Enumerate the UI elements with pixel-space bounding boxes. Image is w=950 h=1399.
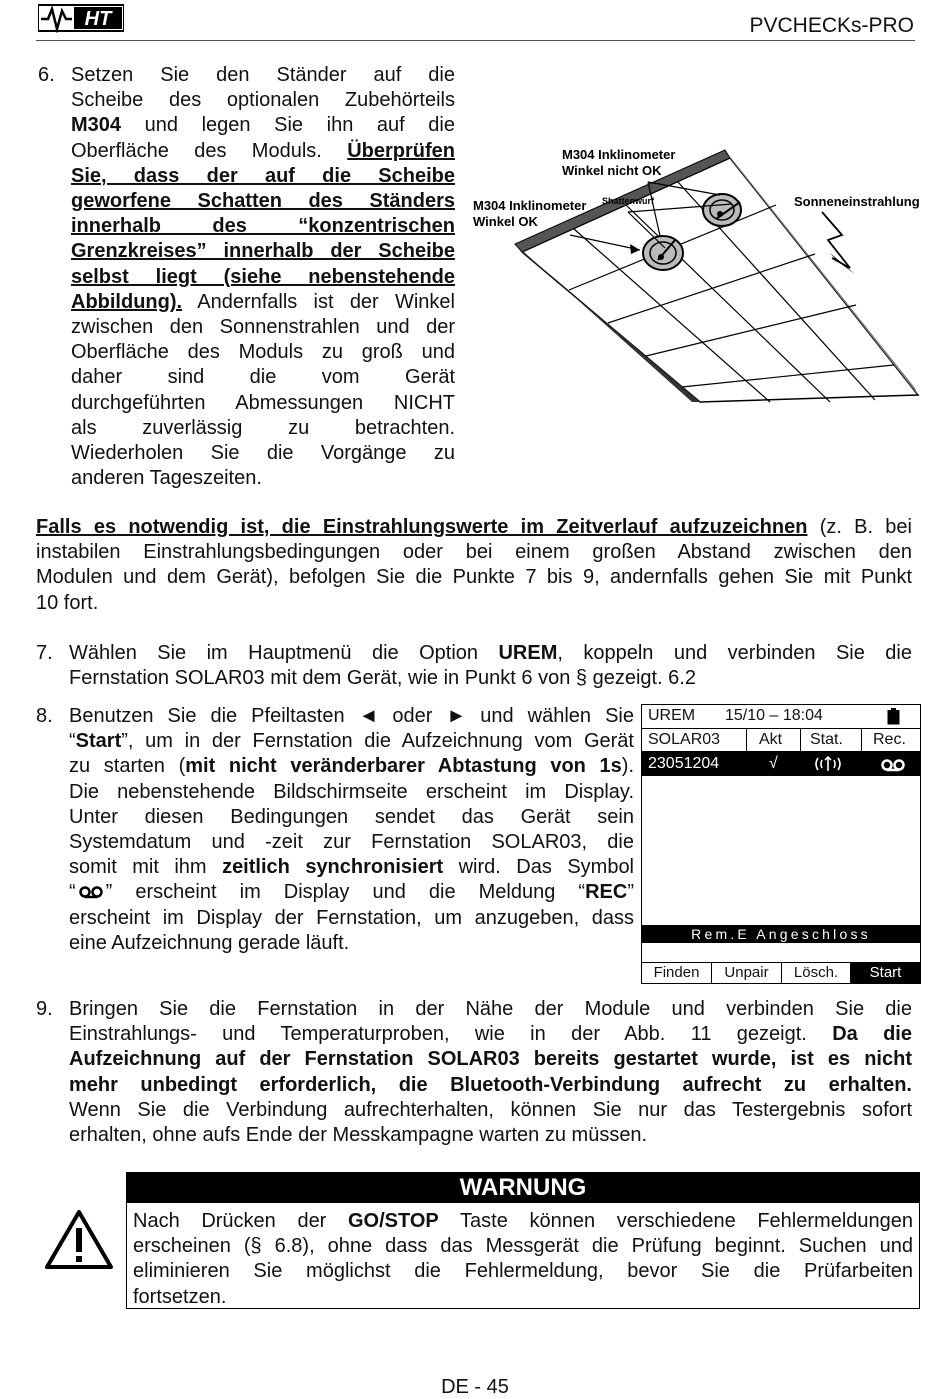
step8-line bbox=[69, 880, 634, 905]
warning-line: erscheinen (§ 6.8), ohne dass das Messgerät die Prüfung beginnt. Suchen und bbox=[133, 1235, 913, 1258]
step6-line: Oberfläche des Moduls zu groß und bbox=[71, 341, 455, 364]
intro-line: instabilen Einstrahlungsbedingungen oder bei einem großen Abstand zwischen den bbox=[36, 541, 912, 564]
step8-line: Unter diesen Bedingungen sendet das Gerät sein bbox=[69, 805, 634, 828]
step8-line bbox=[69, 855, 634, 880]
inclinometer-not-ok-icon bbox=[703, 194, 741, 226]
label-ok-2: Winkel OK bbox=[473, 214, 538, 229]
step8-seg: und wählen Sie bbox=[466, 705, 634, 727]
screen-header-row bbox=[642, 728, 920, 752]
softkey-finden[interactable]: Finden bbox=[642, 963, 712, 983]
step9-line: mehr unbedingt erforderlich, die Bluetooth-Verbindung aufrecht zu erhalten. bbox=[69, 1073, 912, 1096]
step8-seg: ” erscheint im Display und die Meldung “ bbox=[105, 881, 586, 904]
step6-seg: und legen Sie ihn auf die bbox=[121, 114, 455, 137]
intro-paragraph bbox=[36, 515, 912, 616]
device-id: 23051204 bbox=[648, 755, 720, 772]
status-bar bbox=[642, 925, 920, 943]
col-stat: Stat. bbox=[810, 731, 843, 748]
step8-line: Die nebenstehende Bildschirmseite erscheint im Display. bbox=[69, 780, 634, 803]
warning-seg: Taste können verschiedene Fehlermeldungen bbox=[438, 1210, 913, 1232]
step6-line: als zuverlässig zu betrachten. bbox=[71, 416, 455, 439]
ht-logo bbox=[38, 3, 124, 33]
step6-number: 6. bbox=[38, 64, 55, 86]
step8-seg: somit mit ihm bbox=[69, 856, 223, 879]
intro-seg: (z. B. bei bbox=[807, 516, 912, 538]
col-rec: Rec. bbox=[873, 731, 906, 748]
step6-m304: M304 bbox=[71, 114, 122, 137]
ht-logo-icon bbox=[38, 3, 124, 33]
step6-line: selbst liegt (siehe nebenstehende bbox=[71, 265, 455, 288]
step6-text bbox=[71, 63, 455, 491]
label-sun: Sonneneinstrahlung bbox=[794, 194, 920, 209]
step7-text bbox=[69, 641, 912, 691]
step9-line: Wenn Sie die Verbindung aufrechterhalten, können Sie nur das Testergebnis sofort bbox=[69, 1098, 912, 1121]
screen-title: UREM bbox=[648, 707, 696, 724]
step8-line: Systemdatum und -zeit zur Fernstation SOLAR03, die bbox=[69, 831, 634, 854]
softkey-unpair[interactable]: Unpair bbox=[712, 963, 782, 983]
warning-line bbox=[133, 1209, 913, 1234]
step8-text bbox=[69, 704, 634, 956]
record-icon bbox=[76, 881, 106, 906]
step8-line: erscheint im Display der Fernstation, um anzugeben, dass bbox=[69, 906, 634, 929]
step8-number: 8. bbox=[36, 705, 53, 727]
step6-line bbox=[71, 113, 455, 138]
active-check: √ bbox=[769, 755, 778, 772]
step8-seg: oder bbox=[378, 705, 447, 727]
softkey-delete[interactable]: Lösch. bbox=[782, 963, 851, 983]
step6-seg-bold: Abbildung). bbox=[71, 290, 183, 313]
warning-line: eliminieren Sie möglichst die Fehlermeldung, bevor Sie die Prüfarbeiten bbox=[133, 1260, 913, 1283]
step9-number: 9. bbox=[36, 998, 53, 1020]
product-name: PVCHECKs-PRO bbox=[749, 14, 914, 37]
step8-seg: “ bbox=[69, 730, 76, 753]
warning-seg: Nach Drücken der bbox=[133, 1210, 348, 1232]
step8-seg: “ bbox=[69, 881, 76, 904]
record-icon bbox=[878, 757, 908, 771]
step6-seg: Oberfläche des Moduls. bbox=[71, 139, 348, 162]
step8-seg-bold: REC bbox=[585, 881, 628, 904]
step8-seg: zu starten ( bbox=[69, 755, 186, 778]
label-not-ok-1: M304 Inklinometer bbox=[562, 147, 676, 162]
page-number: DE - 45 bbox=[441, 1376, 509, 1398]
step7-number: 7. bbox=[36, 642, 53, 664]
step9-seg-bold: Da die bbox=[832, 1023, 912, 1046]
step6-line: geworfene Schatten des Ständers bbox=[71, 190, 455, 213]
softkey-start[interactable]: Start bbox=[851, 963, 920, 983]
step8-line bbox=[69, 704, 634, 729]
step8-line bbox=[69, 729, 634, 754]
step7-seg: Wählen Sie im Hauptmenü die Option bbox=[69, 642, 499, 664]
pv-module bbox=[515, 150, 918, 402]
warning-title: WARNUNG bbox=[127, 1173, 919, 1203]
step6-line: Scheibe des optionalen Zubehörteils bbox=[71, 89, 455, 112]
col-akt: Akt bbox=[759, 731, 783, 748]
header-rule bbox=[36, 40, 915, 41]
step7-line: Fernstation SOLAR03 mit dem Gerät, wie in Punkt 6 von § gezeigt. 6.2 bbox=[69, 667, 696, 690]
step9-line bbox=[69, 1022, 912, 1047]
step7-seg: , koppeln und verbinden Sie die bbox=[557, 642, 912, 664]
step6-line: innerhalb des “konzentrischen bbox=[71, 215, 455, 238]
step6-seg: Andernfalls ist der Winkel bbox=[182, 290, 455, 313]
step6-line bbox=[71, 139, 455, 164]
inclinometer-figure bbox=[470, 140, 920, 410]
step8-seg: ). bbox=[621, 755, 634, 778]
battery-icon bbox=[887, 708, 900, 725]
step7-line bbox=[69, 641, 912, 666]
warning-box bbox=[126, 1172, 920, 1309]
step8-seg: Benutzen Sie die Pfeiltasten bbox=[69, 705, 359, 727]
intro-line: 10 fort. bbox=[36, 591, 99, 614]
warning-line: fortsetzen. bbox=[133, 1285, 227, 1308]
inclinometer-ok-icon bbox=[643, 236, 683, 270]
step6-line: Sie, dass der auf die Scheibe bbox=[71, 164, 455, 187]
device-row-selected[interactable] bbox=[642, 752, 920, 776]
step8-seg: ”, um in der Fernstation die Aufzeichnung vom Gerät bbox=[121, 730, 634, 753]
step9-seg: Einstrahlungs- und Temperaturproben, wie in der Abb. 11 gezeigt. bbox=[69, 1023, 833, 1046]
step8-seg: ” bbox=[627, 881, 634, 904]
step6-line: Setzen Sie den Ständer auf die bbox=[71, 64, 455, 86]
col-device: SOLAR03 bbox=[648, 731, 721, 748]
step9-line: Aufzeichnung auf der Fernstation SOLAR03 bereits gestartet wurde, ist es nicht bbox=[69, 1048, 912, 1071]
step6-line: durchgeführten Abmessungen NICHT bbox=[71, 391, 455, 414]
warning-triangle-icon bbox=[44, 1208, 114, 1270]
step9-line: erhalten, ohne aufs Ende der Messkampagne warten zu müssen. bbox=[69, 1124, 648, 1147]
col-divider bbox=[861, 729, 862, 751]
label-shadow: Shattenwurf bbox=[602, 196, 655, 206]
arrow-left-icon: ◄ bbox=[358, 705, 379, 727]
step8-line bbox=[69, 754, 634, 779]
step8-line: eine Aufzeichnung gerade läuft. bbox=[69, 931, 350, 954]
col-divider bbox=[800, 729, 801, 751]
screen-title-row bbox=[642, 705, 920, 727]
arrow-right-icon: ► bbox=[446, 705, 467, 727]
step6-line: zwischen den Sonnenstrahlen und der bbox=[71, 316, 455, 339]
label-not-ok-2: Winkel nicht OK bbox=[562, 163, 662, 178]
step9-text bbox=[69, 997, 912, 1148]
step6-line: anderen Tageszeiten. bbox=[71, 467, 262, 490]
intro-line bbox=[36, 515, 912, 540]
bluetooth-signal-icon bbox=[810, 755, 846, 773]
step8-seg: wird. Das Symbol bbox=[443, 856, 635, 879]
device-screen bbox=[641, 704, 921, 984]
step6-line: Grenzkreises” innerhalb der Scheibe bbox=[71, 240, 455, 263]
softkey-bar bbox=[642, 962, 920, 984]
step6-line: Wiederholen Sie die Vorgänge zu bbox=[71, 442, 455, 465]
step6-seg-bold: Überprüfen bbox=[347, 139, 455, 162]
step6-line bbox=[71, 290, 455, 315]
logo-text: HT bbox=[84, 8, 112, 30]
step8-seg-bold: mit nicht veränderbarer Abtastung von 1s bbox=[185, 755, 622, 778]
step9-line: Bringen Sie die Fernstation in der Nähe der Module und verbinden Sie die bbox=[69, 998, 912, 1020]
intro-underlined: Falls es notwendig ist, die Einstrahlungswerte im Zeitverlauf aufzuzeichnen bbox=[36, 516, 808, 538]
status-message: Rem.E Angeschloss bbox=[691, 926, 871, 942]
step7-seg-bold: UREM bbox=[498, 642, 558, 664]
step8-seg-bold: Start bbox=[75, 730, 122, 753]
step8-seg-bold: zeitlich synchronisiert bbox=[222, 856, 444, 879]
step6-line: daher sind die vom Gerät bbox=[71, 366, 455, 389]
label-ok-1: M304 Inklinometer bbox=[473, 198, 587, 213]
screen-datetime: 15/10 – 18:04 bbox=[725, 707, 823, 724]
warning-seg-bold: GO/STOP bbox=[348, 1210, 439, 1232]
warning-text bbox=[133, 1209, 913, 1310]
intro-line: Modulen und dem Gerät), befolgen Sie die Punkte 7 bis 9, andernfalls gehen Sie mit Punkt bbox=[36, 566, 912, 589]
col-divider bbox=[746, 729, 747, 751]
